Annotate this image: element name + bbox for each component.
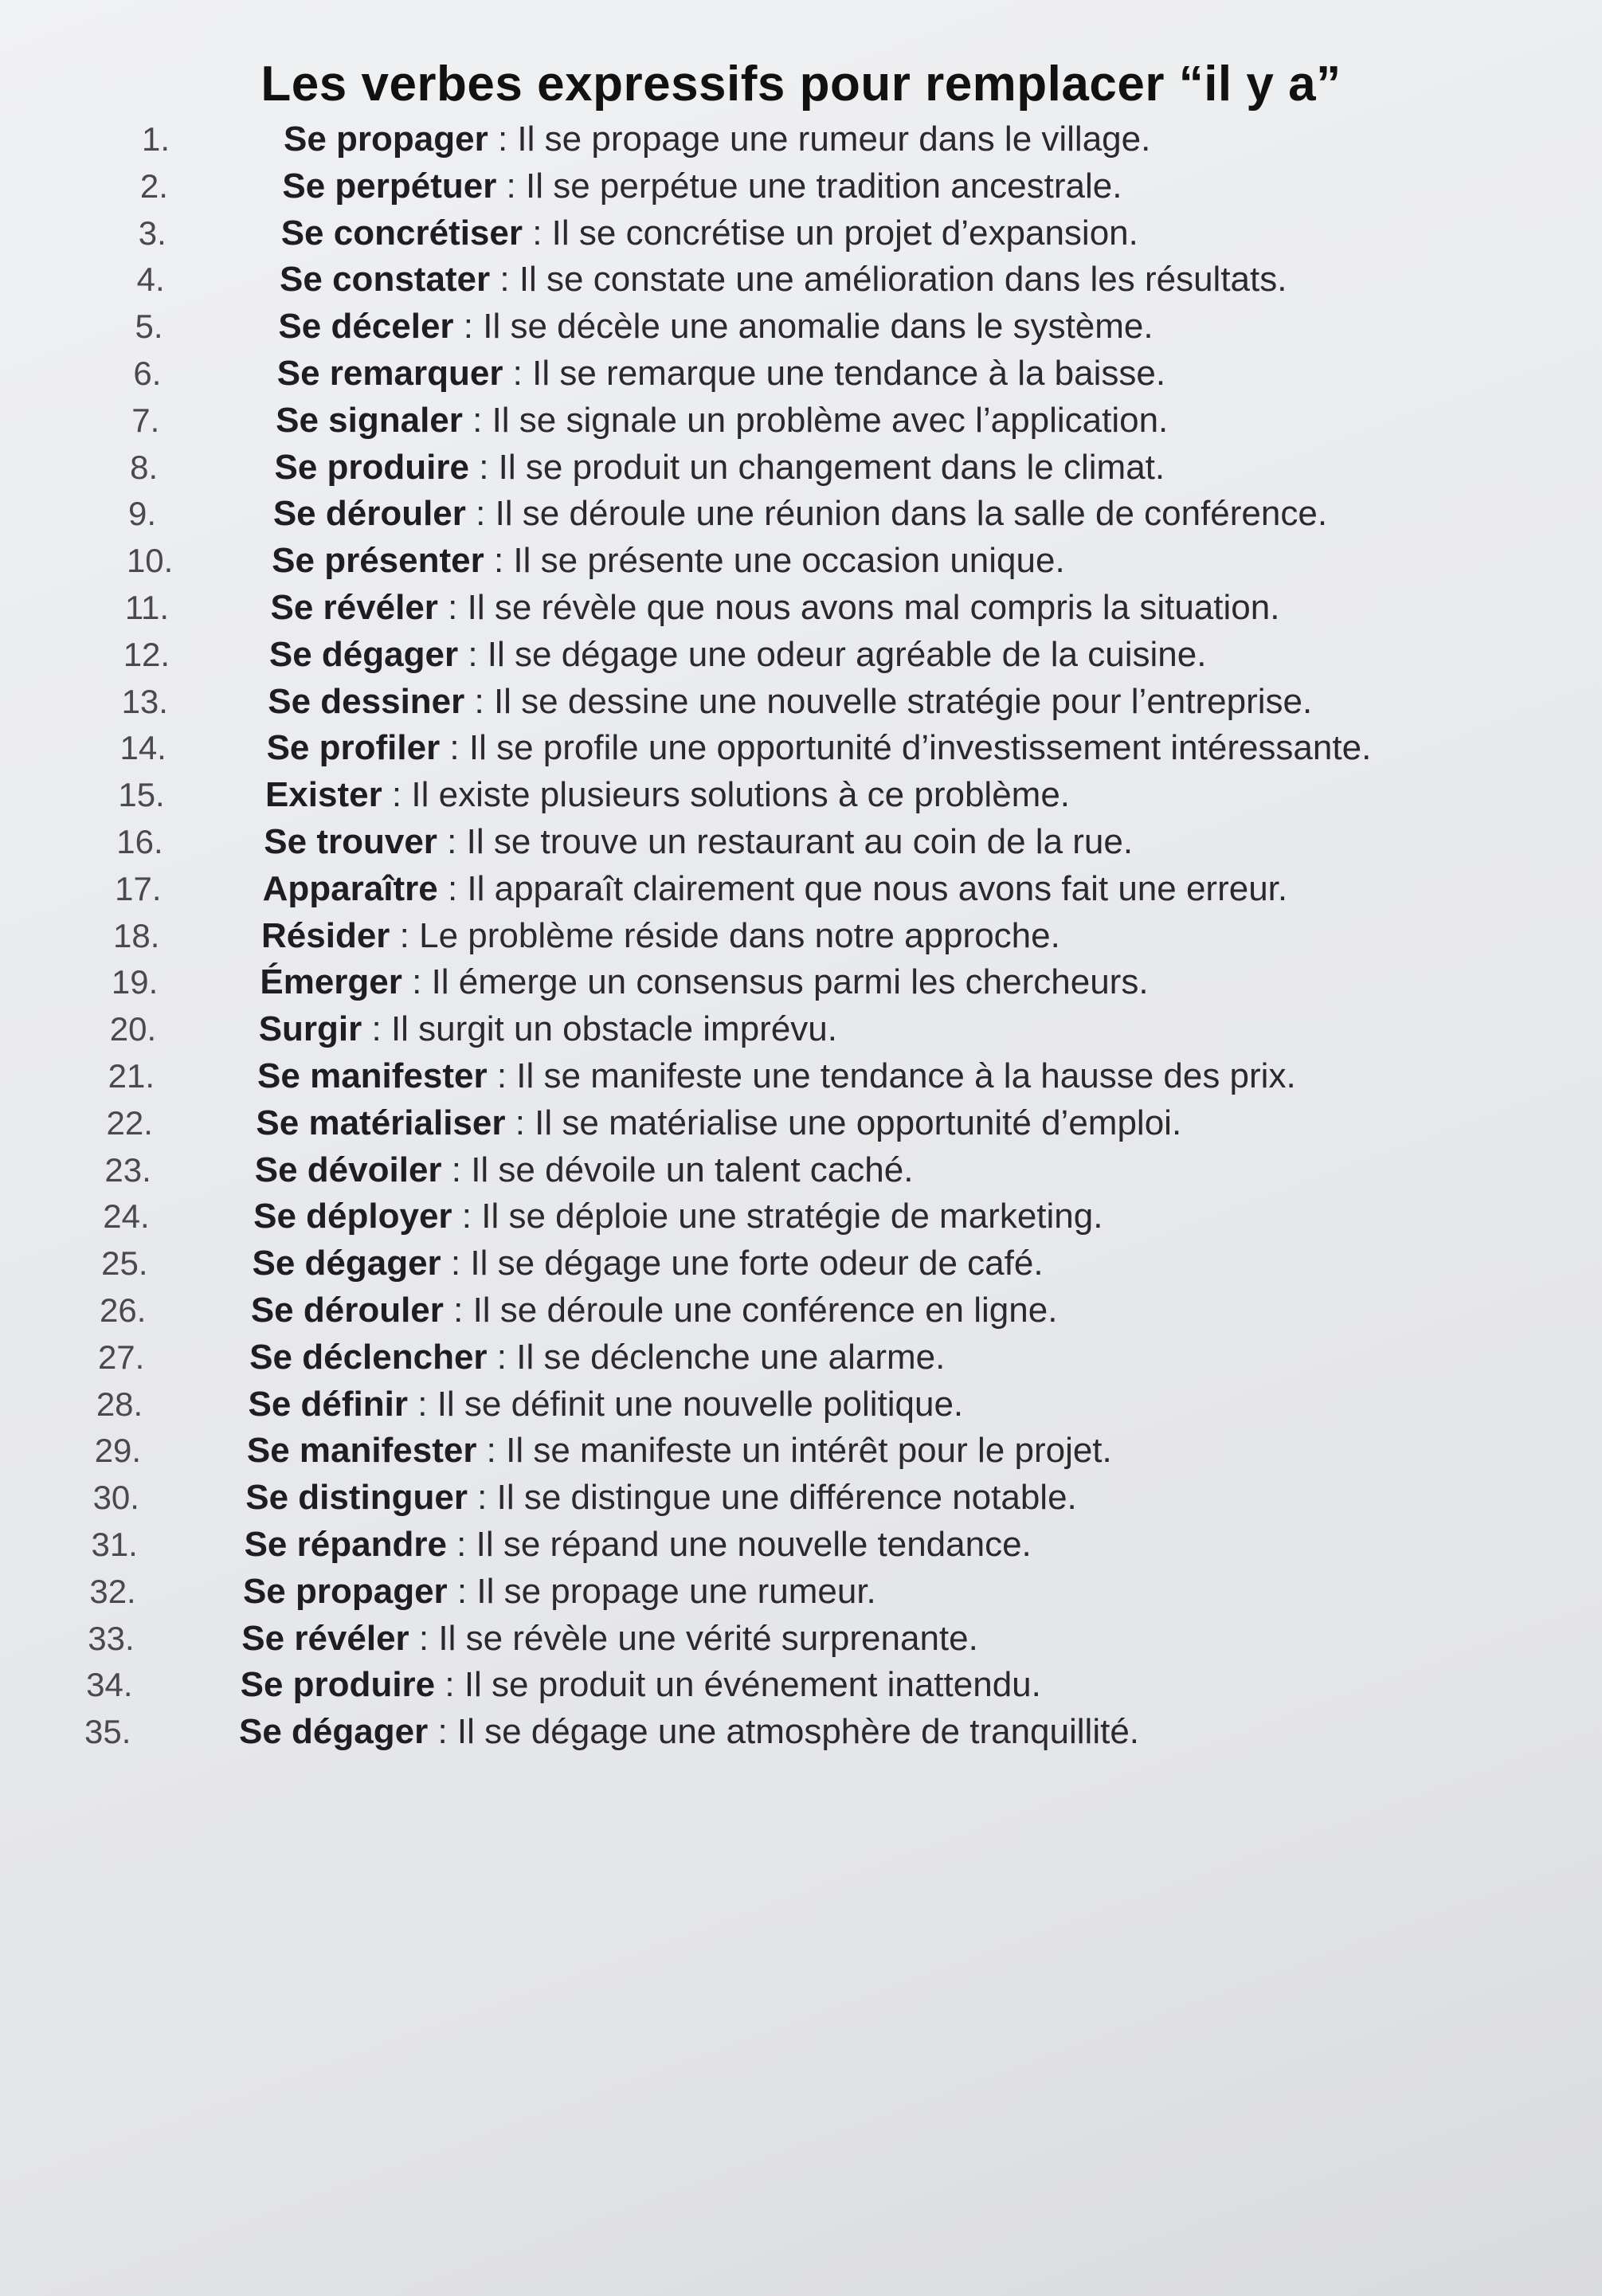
item-verb: Se signaler bbox=[276, 400, 463, 440]
item-number: 31. bbox=[91, 1525, 138, 1563]
list-item bbox=[0, 163, 1602, 210]
item-verb: Se révéler bbox=[270, 587, 438, 627]
item-text bbox=[251, 1287, 1058, 1334]
item-verb: Se dérouler bbox=[250, 1290, 444, 1330]
item-sentence: : Il se profile une opportunité d’investissement intéressante. bbox=[440, 728, 1372, 768]
item-verb: Se répandre bbox=[244, 1524, 447, 1564]
list-item bbox=[0, 725, 1602, 772]
list-item bbox=[0, 1522, 1602, 1569]
item-sentence: : Il se produit un événement inattendu. bbox=[435, 1665, 1041, 1705]
item-sentence: : Il se présente une occasion unique. bbox=[484, 541, 1065, 581]
list-item bbox=[0, 585, 1602, 632]
item-number: 14. bbox=[119, 729, 166, 767]
item-text bbox=[249, 1334, 945, 1381]
item-verb: Se dessiner bbox=[268, 681, 465, 721]
item-number: 24. bbox=[103, 1197, 150, 1236]
item-sentence: : Il se déploie une stratégie de marketing. bbox=[452, 1197, 1103, 1236]
item-number: 28. bbox=[96, 1385, 143, 1423]
item-text bbox=[276, 398, 1168, 444]
item-sentence: : Il se propage une rumeur dans le village. bbox=[488, 120, 1151, 159]
item-text bbox=[264, 819, 1133, 865]
list-item bbox=[0, 491, 1602, 538]
item-sentence: : Il se définit une nouvelle politique. bbox=[408, 1384, 964, 1424]
item-sentence: : Il se décèle une anomalie dans le système. bbox=[453, 307, 1154, 347]
item-verb: Exister bbox=[264, 775, 382, 815]
item-verb: Résider bbox=[261, 915, 390, 955]
item-text bbox=[261, 913, 1060, 959]
item-verb: Se matérialiser bbox=[256, 1103, 506, 1142]
list-item bbox=[0, 1616, 1602, 1663]
item-text bbox=[253, 1193, 1103, 1240]
item-sentence: : Il se dégage une atmosphère de tranquillité. bbox=[428, 1712, 1140, 1752]
item-number: 20. bbox=[109, 1010, 157, 1048]
item-number: 34. bbox=[86, 1666, 133, 1704]
item-verb: Apparaître bbox=[262, 868, 438, 908]
list-item bbox=[0, 1240, 1602, 1287]
item-number: 25. bbox=[101, 1244, 148, 1283]
item-number: 33. bbox=[88, 1619, 135, 1657]
item-verb: Se profiler bbox=[266, 728, 441, 768]
item-text bbox=[239, 1709, 1139, 1755]
item-text bbox=[263, 866, 1287, 912]
list-item bbox=[0, 1287, 1602, 1334]
item-text bbox=[269, 632, 1207, 678]
item-verb: Se manifester bbox=[257, 1056, 488, 1095]
item-verb: Se remarquer bbox=[276, 353, 503, 393]
list-item bbox=[0, 866, 1602, 913]
item-verb: Se dégager bbox=[268, 634, 459, 674]
item-sentence: : Il se dévoile un talent caché. bbox=[441, 1150, 914, 1189]
item-verb: Se déceler bbox=[278, 307, 454, 347]
item-text bbox=[247, 1428, 1112, 1474]
list-item bbox=[0, 772, 1602, 819]
item-verb: Se propager bbox=[284, 120, 488, 159]
list-item bbox=[0, 819, 1602, 866]
item-text bbox=[268, 679, 1312, 725]
list-item bbox=[0, 1006, 1602, 1053]
item-number: 13. bbox=[121, 682, 168, 720]
item-text bbox=[281, 210, 1138, 257]
item-number: 4. bbox=[136, 261, 165, 299]
item-text bbox=[273, 491, 1327, 537]
list-item bbox=[0, 1053, 1602, 1100]
item-number: 3. bbox=[138, 214, 166, 252]
item-number: 10. bbox=[126, 542, 174, 580]
item-sentence: : Il se dessine une nouvelle stratégie pour l’entreprise. bbox=[464, 681, 1313, 721]
item-text bbox=[245, 1475, 1077, 1521]
list-item bbox=[0, 445, 1602, 492]
item-sentence: : Il se dégage une odeur agréable de la cuisine. bbox=[458, 634, 1207, 674]
list-item bbox=[0, 538, 1602, 585]
item-number: 12. bbox=[123, 635, 170, 673]
item-verb: Se dérouler bbox=[272, 494, 466, 534]
item-sentence: : Il se déroule une conférence en ligne. bbox=[443, 1290, 1058, 1330]
item-number: 23. bbox=[104, 1150, 151, 1189]
item-text bbox=[245, 1522, 1032, 1568]
item-text bbox=[257, 1053, 1296, 1099]
item-sentence: : Le problème réside dans notre approche. bbox=[390, 915, 1060, 955]
item-verb: Se propager bbox=[242, 1571, 448, 1611]
item-number: 26. bbox=[100, 1291, 147, 1329]
item-number: 30. bbox=[92, 1479, 139, 1517]
item-sentence: : Il existe plusieurs solutions à ce problème. bbox=[382, 775, 1071, 815]
item-text bbox=[249, 1381, 964, 1428]
item-text bbox=[274, 445, 1165, 491]
item-text bbox=[252, 1240, 1043, 1287]
page-title: Les verbes expressifs pour remplacer “il y a” bbox=[260, 57, 1342, 112]
item-verb: Se trouver bbox=[264, 821, 437, 861]
verb-list bbox=[0, 116, 1602, 1756]
item-text bbox=[271, 585, 1280, 631]
item-verb: Se dévoiler bbox=[254, 1150, 442, 1189]
list-item bbox=[0, 1428, 1602, 1475]
list-item bbox=[0, 1662, 1602, 1709]
list-item bbox=[0, 1100, 1602, 1147]
list-item bbox=[0, 913, 1602, 960]
item-sentence: : Il se produit un changement dans le climat. bbox=[468, 447, 1165, 487]
list-item bbox=[0, 1709, 1602, 1756]
list-item bbox=[0, 1475, 1602, 1522]
item-sentence: : Il se matérialise une opportunité d’emploi. bbox=[505, 1103, 1182, 1142]
list-item bbox=[0, 116, 1602, 163]
item-verb: Se dégager bbox=[252, 1244, 441, 1283]
item-verb: Se constater bbox=[280, 260, 491, 300]
list-item bbox=[0, 1147, 1602, 1194]
item-sentence: : Il se révèle une vérité surprenante. bbox=[409, 1618, 978, 1658]
list-item bbox=[0, 1569, 1602, 1616]
item-sentence: : Il se manifeste un intérêt pour le projet. bbox=[476, 1431, 1112, 1471]
item-verb: Surgir bbox=[258, 1009, 362, 1049]
list-item bbox=[0, 210, 1602, 257]
item-text bbox=[241, 1616, 978, 1662]
item-number: 6. bbox=[133, 354, 162, 392]
list-item bbox=[0, 632, 1602, 679]
item-verb: Se produire bbox=[274, 447, 469, 487]
item-verb: Se dégager bbox=[239, 1712, 429, 1752]
item-text bbox=[255, 1147, 914, 1193]
item-sentence: : Il se remarque une tendance à la baisse. bbox=[503, 353, 1166, 393]
item-text bbox=[265, 772, 1070, 818]
item-sentence: : Il se dégage une forte odeur de café. bbox=[441, 1244, 1044, 1283]
item-number: 35. bbox=[84, 1713, 131, 1751]
item-verb: Se déclencher bbox=[249, 1337, 488, 1377]
item-text bbox=[284, 116, 1150, 163]
item-sentence: : Il se révèle que nous avons mal compris la situation. bbox=[437, 587, 1280, 627]
item-text bbox=[278, 304, 1153, 350]
item-text bbox=[280, 257, 1287, 303]
item-text bbox=[259, 1006, 837, 1052]
item-sentence: : Il se perpétue une tradition ancestrale. bbox=[496, 166, 1122, 206]
list-item bbox=[0, 1334, 1602, 1381]
item-sentence: : Il se manifeste une tendance à la hausse des prix. bbox=[487, 1056, 1296, 1095]
list-item bbox=[0, 1381, 1602, 1428]
item-text bbox=[260, 959, 1148, 1005]
list-item bbox=[0, 679, 1602, 726]
item-number: 21. bbox=[108, 1056, 155, 1095]
item-sentence: : Il émerge un consensus parmi les chercheurs. bbox=[401, 962, 1149, 1002]
list-item bbox=[0, 398, 1602, 445]
item-number: 2. bbox=[139, 167, 168, 205]
list-item bbox=[0, 959, 1602, 1006]
item-number: 16. bbox=[116, 822, 163, 860]
item-number: 29. bbox=[94, 1432, 142, 1470]
item-sentence: : Il se signale un problème avec l’application. bbox=[462, 400, 1169, 440]
item-number: 7. bbox=[131, 401, 160, 439]
item-sentence: : Il apparaît clairement que nous avons fait une erreur. bbox=[437, 868, 1288, 908]
item-verb: Émerger bbox=[260, 962, 402, 1002]
item-number: 15. bbox=[118, 776, 165, 814]
item-number: 27. bbox=[97, 1338, 145, 1376]
item-sentence: : Il surgit un obstacle imprévu. bbox=[362, 1009, 837, 1049]
item-number: 1. bbox=[142, 120, 170, 158]
item-text bbox=[282, 163, 1122, 210]
item-sentence: : Il se déroule une réunion dans la salle de conférence. bbox=[465, 494, 1328, 534]
item-verb: Se déployer bbox=[253, 1197, 452, 1236]
item-number: 18. bbox=[113, 916, 160, 954]
list-item bbox=[0, 1193, 1602, 1240]
item-text bbox=[267, 725, 1372, 771]
item-verb: Se distinguer bbox=[245, 1478, 468, 1518]
item-text bbox=[243, 1569, 876, 1615]
item-number: 17. bbox=[115, 869, 162, 907]
item-number: 19. bbox=[111, 963, 159, 1001]
item-sentence: : Il se constate une amélioration dans les résultats. bbox=[490, 260, 1287, 300]
item-text bbox=[272, 538, 1065, 584]
item-sentence: : Il se distingue une différence notable. bbox=[467, 1478, 1077, 1518]
item-sentence: : Il se trouve un restaurant au coin de la rue. bbox=[437, 821, 1134, 861]
list-item bbox=[0, 304, 1602, 351]
item-sentence: : Il se déclenche une alarme. bbox=[487, 1337, 946, 1377]
item-verb: Se révéler bbox=[241, 1618, 409, 1658]
item-verb: Se concrétiser bbox=[280, 213, 523, 253]
item-verb: Se définir bbox=[248, 1384, 409, 1424]
item-number: 22. bbox=[106, 1103, 153, 1142]
item-sentence: : Il se concrétise un projet d’expansion. bbox=[522, 213, 1138, 253]
item-number: 5. bbox=[135, 308, 163, 346]
item-text bbox=[256, 1100, 1181, 1146]
item-sentence: : Il se propage une rumeur. bbox=[447, 1571, 876, 1611]
item-text bbox=[277, 351, 1165, 397]
list-item bbox=[0, 257, 1602, 304]
item-number: 9. bbox=[128, 495, 157, 533]
item-number: 32. bbox=[89, 1572, 136, 1610]
item-verb: Se présenter bbox=[272, 541, 484, 581]
list-item bbox=[0, 351, 1602, 398]
item-sentence: : Il se répand une nouvelle tendance. bbox=[446, 1524, 1032, 1564]
item-verb: Se produire bbox=[240, 1665, 436, 1705]
item-number: 8. bbox=[130, 448, 159, 486]
item-number: 11. bbox=[124, 588, 170, 626]
item-verb: Se manifester bbox=[246, 1431, 477, 1471]
item-verb: Se perpétuer bbox=[282, 166, 497, 206]
item-text bbox=[241, 1662, 1041, 1708]
